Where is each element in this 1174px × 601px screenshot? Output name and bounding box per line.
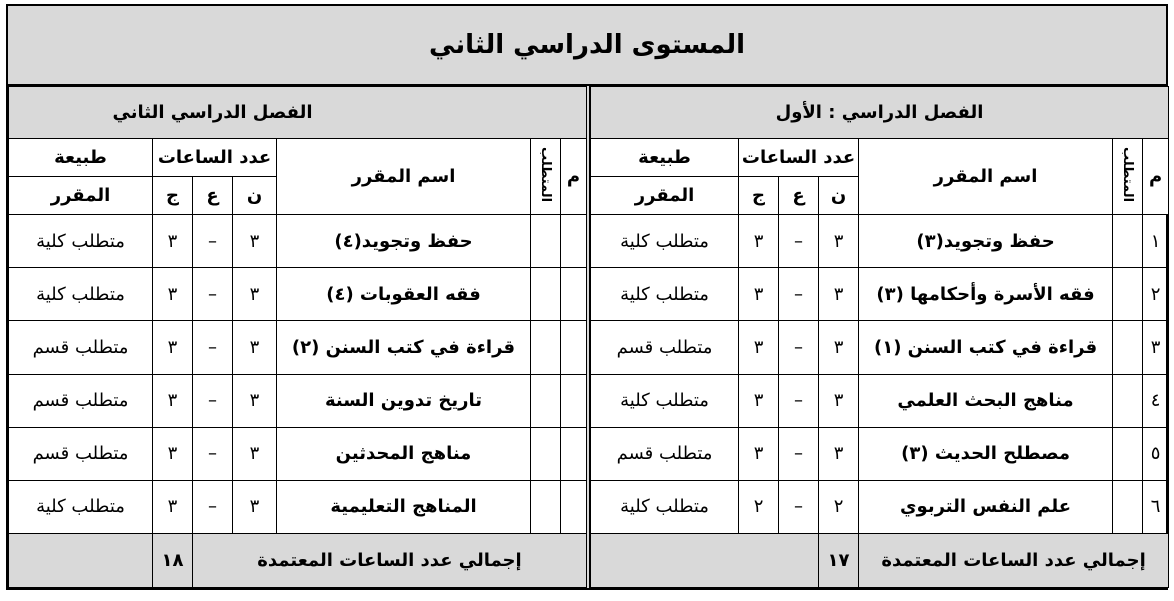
semester-2-header: الفصل الدراسي الثاني [9,87,587,139]
table-row [9,321,587,374]
course-type: متطلب قسم [591,427,739,480]
col-practical-header: ع [779,177,819,215]
course-type: متطلب قسم [9,321,153,374]
semester-1-panel [590,86,1168,588]
total-hours-value: ١٧ [819,533,859,587]
row-num: ١ [1143,215,1169,268]
course-name: حفظ وتجويد(٤) [277,215,531,268]
col-type-header-2: المقرر [591,177,739,215]
col-prereq-header: المتطلب [531,139,561,215]
row-prereq [531,427,561,480]
hours-theory: ٣ [233,268,277,321]
semester-2-panel [8,86,586,588]
semester-1-header: الفصل الدراسي : الأول [591,87,1169,139]
course-type: متطلب كلية [591,268,739,321]
col-theory-header: ن [819,177,859,215]
table-row [591,321,1169,374]
course-name: فقه الأسرة وأحكامها (٣) [859,268,1113,321]
row-num: ٤ [1143,374,1169,427]
hours-practical: – [193,321,233,374]
hours-total: ٣ [153,215,193,268]
total-row [591,533,1169,587]
col-course-name-header: اسم المقرر [859,139,1113,215]
col-type-header-1: طبيعة [9,139,153,177]
hours-practical: – [779,427,819,480]
hours-total: ٣ [739,374,779,427]
col-practical-header: ع [193,177,233,215]
course-type: متطلب كلية [591,480,739,533]
row-num: ٢ [1143,268,1169,321]
course-name: مصطلح الحديث (٣) [859,427,1113,480]
hours-theory: ٣ [233,427,277,480]
total-row [9,533,587,587]
total-hours-value: ١٨ [153,533,193,587]
col-type-header-1: طبيعة [591,139,739,177]
hours-practical: – [193,268,233,321]
table-row [591,215,1169,268]
row-prereq [1113,215,1143,268]
col-num-header: م [561,139,587,215]
row-num: ٥ [1143,427,1169,480]
course-type: متطلب كلية [591,374,739,427]
total-hours-label: إجمالي عدد الساعات المعتمدة [859,533,1169,587]
page-title: المستوى الدراسي الثاني [8,6,1166,86]
table-row [9,268,587,321]
hours-theory: ٣ [819,374,859,427]
hours-practical: – [193,427,233,480]
row-prereq [1113,480,1143,533]
row-num [561,215,587,268]
row-num [561,427,587,480]
hours-total: ٣ [153,427,193,480]
row-num: ٦ [1143,480,1169,533]
course-name: المناهج التعليمية [277,480,531,533]
hours-practical: – [779,374,819,427]
hours-practical: – [779,321,819,374]
hours-theory: ٣ [819,321,859,374]
hours-total: ٣ [153,268,193,321]
row-prereq [1113,268,1143,321]
course-name: قراءة في كتب السنن (٢) [277,321,531,374]
hours-total: ٣ [739,427,779,480]
course-type: متطلب كلية [591,215,739,268]
hours-total: ٣ [153,321,193,374]
total-row-filler [591,533,819,587]
hours-practical: – [193,374,233,427]
hours-theory: ٣ [233,215,277,268]
total-hours-label: إجمالي عدد الساعات المعتمدة [193,533,587,587]
hours-theory: ٣ [233,480,277,533]
hours-practical: – [779,268,819,321]
row-prereq [1113,374,1143,427]
row-num [561,374,587,427]
table-row [591,374,1169,427]
course-name: تاريخ تدوين السنة [277,374,531,427]
col-total-header: ج [153,177,193,215]
row-prereq [531,268,561,321]
hours-theory: ٣ [233,321,277,374]
col-prereq-header: المتطلب [1113,139,1143,215]
table-row [9,374,587,427]
course-name: مناهج المحدثين [277,427,531,480]
course-type: متطلب قسم [9,427,153,480]
curriculum-document [6,4,1168,590]
course-type: متطلب كلية [9,480,153,533]
hours-theory: ٣ [819,215,859,268]
table-row [9,427,587,480]
row-prereq [531,215,561,268]
hours-practical: – [193,480,233,533]
row-num [561,268,587,321]
table-row [591,268,1169,321]
hours-total: ٣ [153,374,193,427]
row-prereq [1113,427,1143,480]
hours-theory: ٣ [233,374,277,427]
row-num: ٣ [1143,321,1169,374]
hours-practical: – [779,215,819,268]
course-name: قراءة في كتب السنن (١) [859,321,1113,374]
row-prereq [1113,321,1143,374]
course-type: متطلب قسم [591,321,739,374]
table-row [9,215,587,268]
semester-1-table [590,86,1169,588]
course-name: علم النفس التربوي [859,480,1113,533]
hours-total: ٣ [153,480,193,533]
col-type-header-2: المقرر [9,177,153,215]
hours-total: ٣ [739,321,779,374]
row-prereq [531,480,561,533]
col-num-header: م [1143,139,1169,215]
col-total-header: ج [739,177,779,215]
hours-practical: – [779,480,819,533]
hours-total: ٣ [739,268,779,321]
col-course-name-header: اسم المقرر [277,139,531,215]
row-prereq [531,374,561,427]
hours-total: ٢ [739,480,779,533]
table-row [9,480,587,533]
course-name: حفظ وتجويد(٣) [859,215,1113,268]
col-theory-header: ن [233,177,277,215]
course-type: متطلب كلية [9,215,153,268]
hours-total: ٣ [739,215,779,268]
table-row [591,427,1169,480]
total-row-filler [9,533,153,587]
course-name: مناهج البحث العلمي [859,374,1113,427]
col-hours-header: عدد الساعات [739,139,859,177]
hours-practical: – [193,215,233,268]
semester-2-table [8,86,587,588]
course-type: متطلب كلية [9,268,153,321]
row-num [561,321,587,374]
hours-theory: ٣ [819,427,859,480]
col-hours-header: عدد الساعات [153,139,277,177]
row-num [561,480,587,533]
course-type: متطلب قسم [9,374,153,427]
row-prereq [531,321,561,374]
table-row [591,480,1169,533]
course-name: فقه العقوبات (٤) [277,268,531,321]
hours-theory: ٢ [819,480,859,533]
hours-theory: ٣ [819,268,859,321]
